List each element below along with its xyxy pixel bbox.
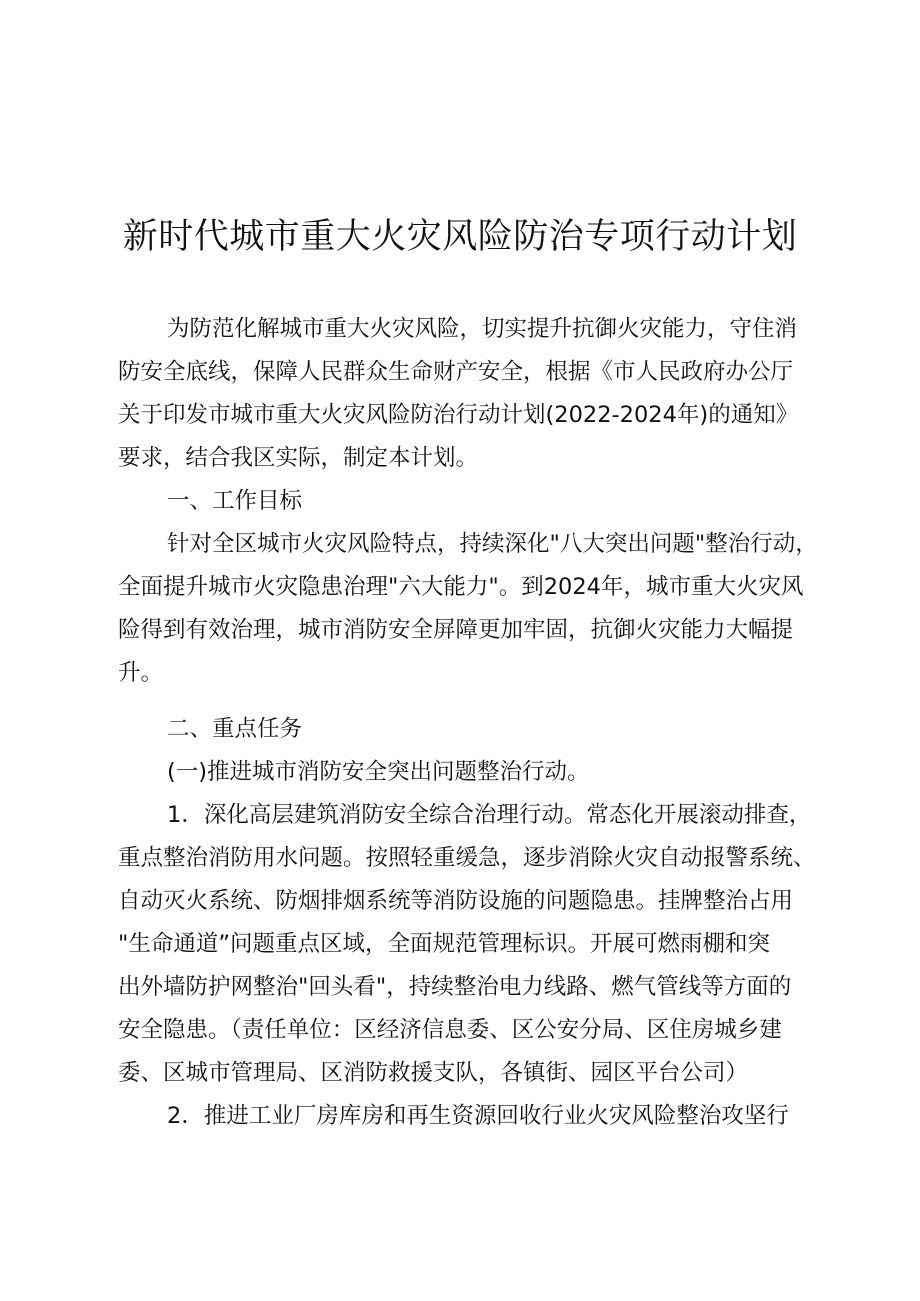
paragraph-line: 针对全区城市火灾风险特点，持续深化"八大突出问题"整治行动， [167, 531, 818, 557]
paragraph-line: 委、区城市管理局、区消防救援支队，各镇街、园区平台公司） [118, 1060, 749, 1086]
paragraph-line: 2．推进工业厂房库房和再生资源回收行业火灾风险整治攻坚行 [167, 1103, 789, 1129]
paragraph-line: 全面提升城市火灾隐患治理"六大能力"。到2024年，城市重大火灾风 [118, 574, 804, 600]
paragraph-line: 关于印发市城市重大火灾风险防治行动计划(2022-2024年)的通知》 [118, 402, 799, 428]
paragraph-line: 为防范化解城市重大火灾风险，切实提升抗御火灾能力，守住消 [167, 316, 798, 342]
section-heading-goals: 一、工作目标 [167, 488, 303, 514]
paragraph-gap [118, 695, 808, 708]
paragraph-line: 要求，结合我区实际，制定本计划。 [118, 445, 479, 471]
section-heading-tasks: 二、重点任务 [167, 716, 303, 742]
paragraph-line: 重点整治消防用水问题。按照轻重缓急，逐步消除火灾自动报警系统、 [118, 845, 816, 871]
paragraph-line: 1．深化高层建筑消防安全综合治理行动。常态化开展滚动排查， [167, 802, 812, 828]
paragraph-line: 安全隐患。（责任单位：区经济信息委、区公安分局、区住房城乡建 [118, 1017, 782, 1043]
subsection-heading: (一)推进城市消防安全突出问题整治行动。 [167, 759, 590, 785]
paragraph-line: 险得到有效治理，城市消防安全屏障更加牢固，抗御火灾能力大幅提 [118, 617, 794, 643]
paragraph-line: 出外墙防护网整治"回头看"，持续整治电力线路、燃气管线等方面的 [118, 974, 792, 1000]
document-title: 新时代城市重大火灾风险防治专项行动计划 [122, 217, 798, 257]
paragraph-line: 自动灭火系统、防烟排烟系统等消防设施的问题隐患。挂牌整治占用 [118, 888, 794, 914]
paragraph-line: 防安全底线，保障人民群众生命财产安全，根据《市人民政府办公厅 [118, 359, 794, 385]
paragraph-line: "生命通道”问题重点区域，全面规范管理标识。开展可燃雨棚和突 [118, 931, 771, 957]
paragraph-line: 升。 [118, 660, 164, 686]
document-body [118, 308, 818, 1138]
